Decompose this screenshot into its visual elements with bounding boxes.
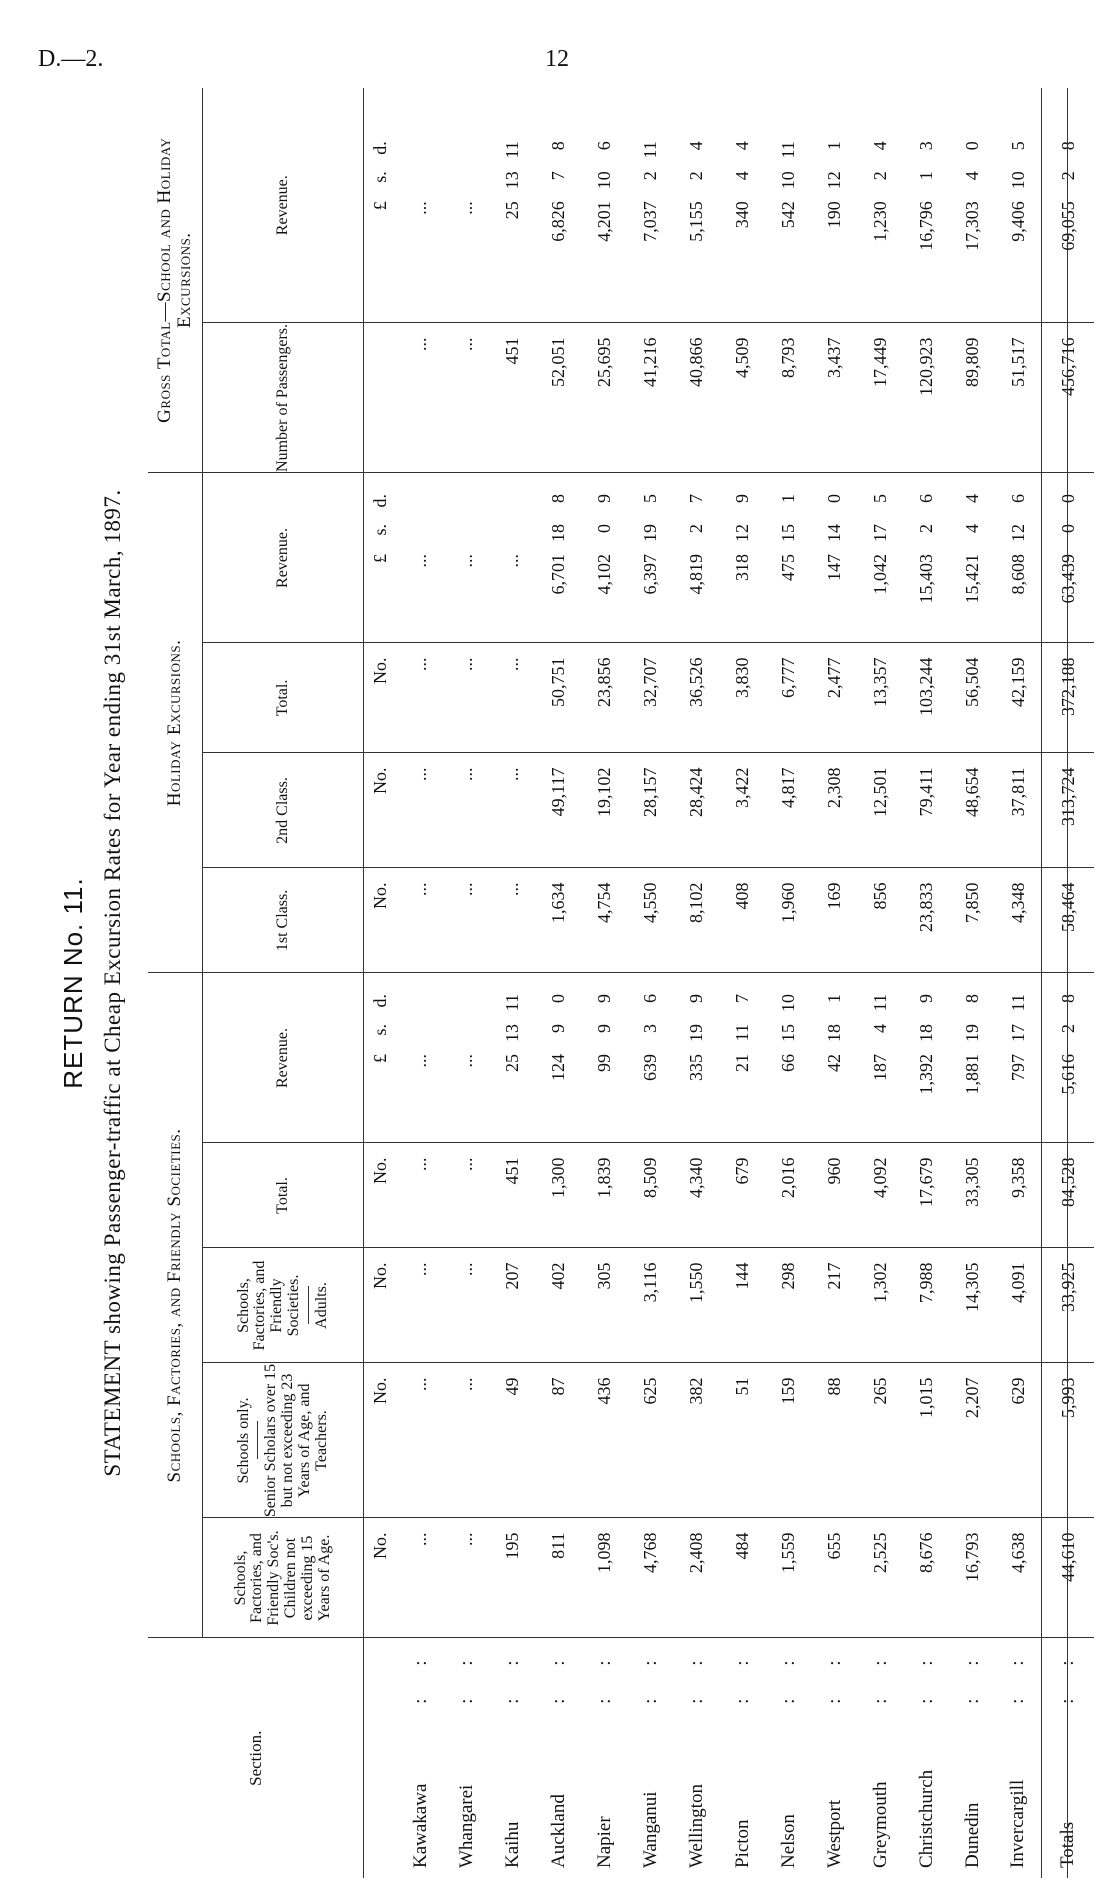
second-class-cell: 28,424: [674, 753, 720, 868]
children-cell: ...: [444, 1518, 490, 1638]
gross-revenue-cell: ...: [444, 88, 490, 323]
schools-revenue-cell: ...: [444, 973, 490, 1143]
holiday-revenue-cell: 4,81927: [674, 473, 720, 643]
holiday-revenue-cell: 4,10209: [582, 473, 628, 643]
children-cell: 811: [536, 1518, 582, 1638]
schools-total-cell: ...: [444, 1143, 490, 1248]
section-name: Dunedin : :: [961, 1646, 983, 1868]
passengers-cell: 51,517: [996, 323, 1042, 473]
senior-cell: 629: [996, 1363, 1042, 1518]
passengers-cell: 41,216: [628, 323, 674, 473]
first-class-cell: ...: [490, 868, 536, 973]
holiday-revenue-cell: 147140: [812, 473, 858, 643]
holiday-total-cell: ...: [398, 643, 444, 753]
section-name: Picton : :: [731, 1646, 753, 1868]
second-class-cell: ...: [444, 753, 490, 868]
second-class-cell: 79,411: [904, 753, 950, 868]
table-row: [444, 88, 490, 1878]
adults-cell: 14,305: [950, 1248, 996, 1363]
children-cell: 16,793: [950, 1518, 996, 1638]
second-class-cell: 48,654: [950, 753, 996, 868]
first-class-cell: 856: [858, 868, 904, 973]
section-name: Kawakawa : :: [409, 1646, 431, 1868]
gross-revenue-cell: 34044: [720, 88, 766, 323]
holiday-revenue-header: Revenue.: [203, 473, 364, 643]
adults-cell: ...: [444, 1248, 490, 1363]
section-name: Wanganui : :: [639, 1646, 661, 1868]
table-body: [364, 88, 1095, 1878]
schools-revenue-cell: 187411: [858, 973, 904, 1143]
schools-revenue-cell: 63936: [628, 973, 674, 1143]
second-class-cell: 19,102: [582, 753, 628, 868]
holiday-revenue-cell: 15,42144: [950, 473, 996, 643]
table-row: [582, 88, 628, 1878]
holiday-revenue-cell: 318129: [720, 473, 766, 643]
first-class-cell: 4,550: [628, 868, 674, 973]
excursion-traffic-table: [148, 88, 1094, 1878]
table-row: [904, 88, 950, 1878]
schools-revenue-header: Revenue.: [203, 973, 364, 1143]
schools-revenue-cell: 1,881198: [950, 973, 996, 1143]
holiday-total-cell: 6,777: [766, 643, 812, 753]
children-cell: 2,408: [674, 1518, 720, 1638]
schools-total-cell: 17,679: [904, 1143, 950, 1248]
senior-cell: 382: [674, 1363, 720, 1518]
holiday-total-cell: ...: [490, 643, 536, 753]
children-cell: ...: [398, 1518, 444, 1638]
holiday-revenue-cell: 1,042175: [858, 473, 904, 643]
children-cell: 1,098: [582, 1518, 628, 1638]
passengers-cell: 120,923: [904, 323, 950, 473]
table-row: [628, 88, 674, 1878]
schools-total-header: Total.: [203, 1143, 364, 1248]
first-class-header: 1st Class.: [203, 868, 364, 973]
senior-cell: 2,207: [950, 1363, 996, 1518]
gross-revenue-header: Revenue.: [203, 88, 364, 323]
passengers-cell: 8,793: [766, 323, 812, 473]
second-class-cell: ...: [398, 753, 444, 868]
schools-total-cell: 4,340: [674, 1143, 720, 1248]
passengers-cell: 451: [490, 323, 536, 473]
senior-cell: 87: [536, 1363, 582, 1518]
holiday-revenue-cell: 63,43900: [1042, 473, 1095, 643]
table-row: [812, 88, 858, 1878]
passengers-header: Number of Passengers.: [203, 323, 364, 473]
second-class-cell: 28,157: [628, 753, 674, 868]
holiday-total-cell: ...: [444, 643, 490, 753]
schools-revenue-cell: 42181: [812, 973, 858, 1143]
holiday-revenue-cell: 6,397195: [628, 473, 674, 643]
second-class-cell: ...: [490, 753, 536, 868]
schools-revenue-cell: 9999: [582, 973, 628, 1143]
first-class-cell: 408: [720, 868, 766, 973]
first-class-cell: 8,102: [674, 868, 720, 973]
first-class-cell: 7,850: [950, 868, 996, 973]
gross-revenue-cell: 6,82678: [536, 88, 582, 323]
schools-total-cell: 9,358: [996, 1143, 1042, 1248]
section-name: Auckland : :: [547, 1646, 569, 1868]
first-class-cell: 4,348: [996, 868, 1042, 973]
gross-revenue-cell: ...: [398, 88, 444, 323]
adults-cell: 305: [582, 1248, 628, 1363]
gross-revenue-cell: 7,037211: [628, 88, 674, 323]
schools-total-cell: 8,509: [628, 1143, 674, 1248]
table-row: [858, 88, 904, 1878]
schools-revenue-cell: ...: [398, 973, 444, 1143]
senior-cell: 88: [812, 1363, 858, 1518]
second-class-cell: 3,422: [720, 753, 766, 868]
senior-cell: 5,993: [1042, 1363, 1095, 1518]
holiday-group-header: Holiday Excursions.: [148, 473, 203, 973]
adults-cell: 3,116: [628, 1248, 674, 1363]
adults-cell: 4,091: [996, 1248, 1042, 1363]
holiday-revenue-cell: ...: [398, 473, 444, 643]
adults-cell: 33,925: [1042, 1248, 1095, 1363]
passengers-cell: 3,437: [812, 323, 858, 473]
adults-cell: 144: [720, 1248, 766, 1363]
children-cell: 195: [490, 1518, 536, 1638]
schools-total-cell: 679: [720, 1143, 766, 1248]
first-class-cell: 4,754: [582, 868, 628, 973]
section-name: Wellington : :: [685, 1646, 707, 1868]
schools-group-header: Schools, Factories, and Friendly Societies.: [148, 973, 203, 1638]
adults-header: Schools, Factories, and Friendly Societies. Adults.: [203, 1248, 364, 1363]
second-class-cell: 4,817: [766, 753, 812, 868]
document-code: D.—2.: [38, 46, 104, 72]
gross-group-header: Gross Total—School and Holiday Excursions.: [148, 88, 203, 473]
section-name: Nelson : :: [777, 1646, 799, 1868]
gross-revenue-cell: 16,79613: [904, 88, 950, 323]
holiday-total-cell: 23,856: [582, 643, 628, 753]
second-class-header: 2nd Class.: [203, 753, 364, 868]
holiday-total-cell: 372,188: [1042, 643, 1095, 753]
table-row: [996, 88, 1042, 1878]
first-class-cell: 1,960: [766, 868, 812, 973]
second-class-cell: 37,811: [996, 753, 1042, 868]
passengers-cell: 25,695: [582, 323, 628, 473]
passengers-cell: 52,051: [536, 323, 582, 473]
schools-total-cell: 84,528: [1042, 1143, 1095, 1248]
gross-revenue-cell: 190121: [812, 88, 858, 323]
senior-cell: 51: [720, 1363, 766, 1518]
section-name: Christchurch : :: [915, 1646, 937, 1868]
schools-revenue-cell: 5,61628: [1042, 973, 1095, 1143]
section-name: Totals : :: [1042, 1638, 1095, 1878]
schools-total-cell: ...: [398, 1143, 444, 1248]
second-class-cell: 12,501: [858, 753, 904, 868]
gross-revenue-cell: 251311: [490, 88, 536, 323]
gross-revenue-cell: 4,201106: [582, 88, 628, 323]
table-row: [950, 88, 996, 1878]
second-class-cell: 313,724: [1042, 753, 1095, 868]
holiday-revenue-cell: 8,608126: [996, 473, 1042, 643]
schools-total-cell: 1,839: [582, 1143, 628, 1248]
holiday-revenue-cell: ...: [444, 473, 490, 643]
schools-revenue-cell: 12490: [536, 973, 582, 1143]
first-class-cell: 169: [812, 868, 858, 973]
schools-revenue-cell: 251311: [490, 973, 536, 1143]
schools-revenue-cell: 1,392189: [904, 973, 950, 1143]
gross-revenue-cell: 69,05528: [1042, 88, 1095, 323]
schools-revenue-cell: 21117: [720, 973, 766, 1143]
senior-cell: 265: [858, 1363, 904, 1518]
table-row: [536, 88, 582, 1878]
holiday-total-cell: 103,244: [904, 643, 950, 753]
section-name: Westport : :: [823, 1646, 845, 1868]
senior-cell: 436: [582, 1363, 628, 1518]
table-row: [490, 88, 536, 1878]
children-cell: 4,638: [996, 1518, 1042, 1638]
schools-total-cell: 4,092: [858, 1143, 904, 1248]
schools-revenue-cell: 7971711: [996, 973, 1042, 1143]
schools-revenue-cell: 335199: [674, 973, 720, 1143]
children-cell: 4,768: [628, 1518, 674, 1638]
gross-revenue-cell: 5421011: [766, 88, 812, 323]
gross-revenue-cell: 17,30340: [950, 88, 996, 323]
holiday-total-cell: 3,830: [720, 643, 766, 753]
holiday-revenue-cell: 6,701188: [536, 473, 582, 643]
section-name: Whangarei : :: [455, 1646, 477, 1868]
adults-cell: 7,988: [904, 1248, 950, 1363]
holiday-total-cell: 56,504: [950, 643, 996, 753]
senior-cell: 1,015: [904, 1363, 950, 1518]
adults-cell: 207: [490, 1248, 536, 1363]
holiday-total-header: Total.: [203, 643, 364, 753]
table-row: [766, 88, 812, 1878]
table-row: [674, 88, 720, 1878]
senior-cell: 49: [490, 1363, 536, 1518]
gross-revenue-cell: 9,406105: [996, 88, 1042, 323]
adults-cell: 1,550: [674, 1248, 720, 1363]
section-name: Invercargill : :: [1007, 1646, 1029, 1868]
holiday-total-cell: 50,751: [536, 643, 582, 753]
schools-total-cell: 960: [812, 1143, 858, 1248]
schools-total-cell: 451: [490, 1143, 536, 1248]
passengers-cell: 4,509: [720, 323, 766, 473]
table-row: [720, 88, 766, 1878]
holiday-revenue-cell: ...: [490, 473, 536, 643]
section-header: Section.: [148, 1638, 364, 1878]
first-class-cell: 1,634: [536, 868, 582, 973]
children-cell: 484: [720, 1518, 766, 1638]
gross-revenue-cell: 1,23024: [858, 88, 904, 323]
children-cell: 44,610: [1042, 1518, 1095, 1638]
adults-cell: ...: [398, 1248, 444, 1363]
holiday-total-cell: 32,707: [628, 643, 674, 753]
schools-revenue-cell: 661510: [766, 973, 812, 1143]
passengers-cell: 456,716: [1042, 323, 1095, 473]
adults-cell: 217: [812, 1248, 858, 1363]
passengers-cell: 17,449: [858, 323, 904, 473]
children-header: Schools, Factories, and Friendly Soc's. Children not exceeding 15 Years of Age.: [203, 1518, 364, 1638]
first-class-cell: ...: [398, 868, 444, 973]
holiday-revenue-cell: 475151: [766, 473, 812, 643]
section-name: Kaihu : :: [501, 1646, 523, 1868]
senior-header: Schools only. Senior Scholars over 15 but not exceeding 23 Years of Age, and Teachers.: [203, 1363, 364, 1518]
first-class-cell: ...: [444, 868, 490, 973]
passengers-cell: 40,866: [674, 323, 720, 473]
section-name: Napier : :: [593, 1646, 615, 1868]
first-class-cell: 58,464: [1042, 868, 1095, 973]
statement-title: STATEMENT showing Passenger-traffic at Cheap Excursion Rates for Year ending 31st March, 1897.: [100, 489, 125, 1477]
adults-cell: 402: [536, 1248, 582, 1363]
children-cell: 655: [812, 1518, 858, 1638]
children-cell: 1,559: [766, 1518, 812, 1638]
holiday-total-cell: 2,477: [812, 643, 858, 753]
second-class-cell: 49,117: [536, 753, 582, 868]
children-cell: 2,525: [858, 1518, 904, 1638]
adults-cell: 298: [766, 1248, 812, 1363]
senior-cell: ...: [398, 1363, 444, 1518]
page-number: 12: [545, 46, 569, 72]
passengers-cell: 89,809: [950, 323, 996, 473]
return-title: RETURN No. 11.: [58, 877, 88, 1089]
holiday-total-cell: 36,526: [674, 643, 720, 753]
senior-cell: 159: [766, 1363, 812, 1518]
holiday-total-cell: 42,159: [996, 643, 1042, 753]
table-row: [398, 88, 444, 1878]
senior-cell: ...: [444, 1363, 490, 1518]
second-class-cell: 2,308: [812, 753, 858, 868]
bottom-rule: [1067, 88, 1068, 1878]
senior-cell: 625: [628, 1363, 674, 1518]
schools-total-cell: 2,016: [766, 1143, 812, 1248]
rotated-return-table: [58, 88, 1078, 1878]
schools-total-cell: 1,300: [536, 1143, 582, 1248]
holiday-revenue-cell: 15,40326: [904, 473, 950, 643]
gross-revenue-cell: 5,15524: [674, 88, 720, 323]
passengers-cell: ...: [444, 323, 490, 473]
units-row: No. No. No. No. £s.d. No. No. No. £s.d. £s.d.: [364, 88, 398, 1878]
children-cell: 8,676: [904, 1518, 950, 1638]
passengers-cell: ...: [398, 323, 444, 473]
holiday-total-cell: 13,357: [858, 643, 904, 753]
first-class-cell: 23,833: [904, 868, 950, 973]
adults-cell: 1,302: [858, 1248, 904, 1363]
schools-total-cell: 33,305: [950, 1143, 996, 1248]
section-name: Greymouth : :: [869, 1646, 891, 1868]
